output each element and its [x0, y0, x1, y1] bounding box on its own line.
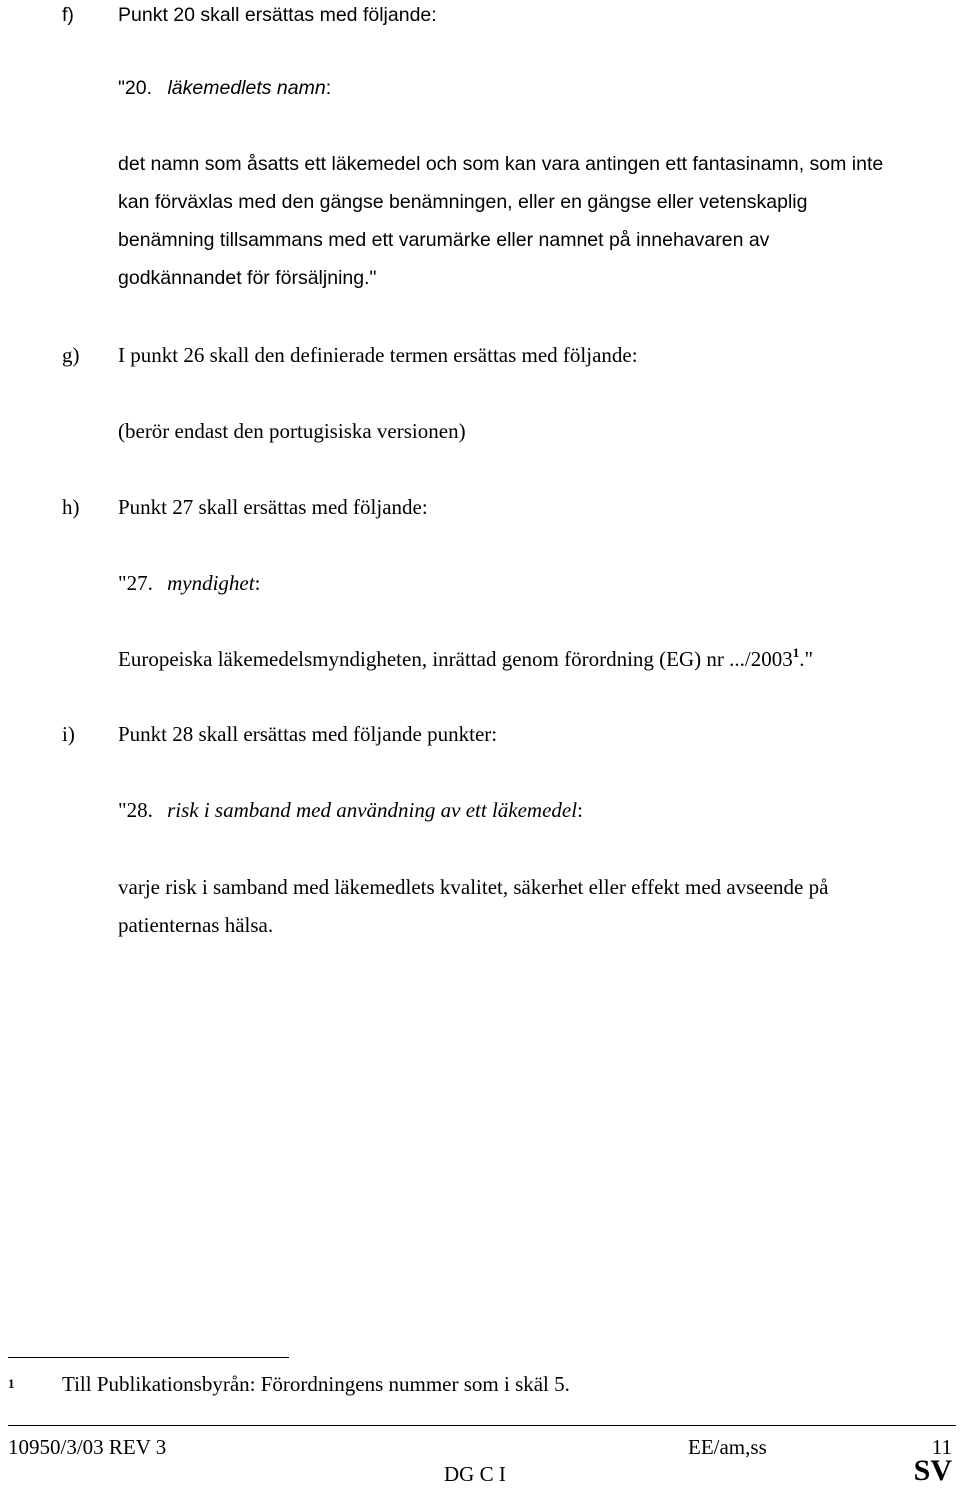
footnote-text: Till Publikationsbyrån: Förordningens nummer som i skäl 5.: [62, 1372, 570, 1396]
item-i-label: i): [62, 722, 75, 746]
footnote-marker: 1: [8, 1376, 15, 1391]
item-f-colon: :: [325, 77, 332, 99]
item-h-label: h): [62, 495, 80, 519]
item-h-colon: :: [254, 571, 261, 595]
item-h-quote-number: "27.: [118, 571, 153, 595]
item-f-term-line: [118, 76, 331, 100]
footnote-separator: [8, 1357, 289, 1358]
footer-page-number: 11: [931, 1435, 952, 1459]
footer-rule: [8, 1425, 956, 1426]
item-i-quote-number: "28.: [118, 798, 153, 822]
item-i-term: risk i samband med användning av ett läkemedel: [167, 798, 578, 822]
footnote-reference[interactable]: 1: [792, 645, 800, 660]
item-f-quote-number: "20.: [118, 77, 153, 99]
item-h-def-end: .": [799, 647, 814, 671]
item-h-definition: [118, 647, 813, 671]
item-f-text: Punkt 20 skall ersättas med följande:: [118, 4, 437, 26]
item-g-label: g): [62, 343, 80, 367]
item-f-label: f): [62, 4, 74, 26]
item-i-term-line: [118, 798, 583, 822]
item-h-term: myndighet: [167, 571, 255, 595]
item-f-term: läkemedlets namn: [167, 77, 326, 99]
item-h-def-text: Europeiska läkemedelsmyndigheten, inrättad genom förordning (EG) nr .../2003: [118, 647, 793, 671]
item-i-def-line-1: varje risk i samband med läkemedlets kvalitet, säkerhet eller effekt med avseende på: [118, 875, 829, 899]
item-f-def-line-3: benämning tillsammans med ett varumärke eller namnet på innehavaren av: [118, 229, 770, 251]
footer-initials: EE/am,ss: [688, 1435, 767, 1459]
item-h-text: Punkt 27 skall ersättas med följande:: [118, 495, 428, 519]
item-g-note: (berör endast den portugisiska versionen): [118, 419, 466, 443]
item-g-text: I punkt 26 skall den definierade termen ersättas med följande:: [118, 343, 638, 367]
item-f-def-line-1: det namn som åsatts ett läkemedel och som kan vara antingen ett fantasinamn, som inte: [118, 153, 884, 175]
item-h-term-line: [118, 571, 260, 595]
item-f-def-line-4: godkännandet för försäljning.": [118, 267, 377, 289]
item-i-text: Punkt 28 skall ersättas med följande punkter:: [118, 722, 498, 746]
item-f-def-line-2: kan förväxlas med den gängse benämningen, eller en gängse eller vetenskaplig: [118, 191, 808, 213]
footnote: [8, 1372, 570, 1402]
footer-doc-ref: 10950/3/03 REV 3: [8, 1435, 167, 1459]
item-i-def-line-2: patienternas hälsa.: [118, 913, 274, 937]
footer-dg: DG C I: [444, 1462, 506, 1486]
footer-language: SV: [913, 1454, 952, 1487]
item-i-colon: :: [577, 798, 583, 822]
